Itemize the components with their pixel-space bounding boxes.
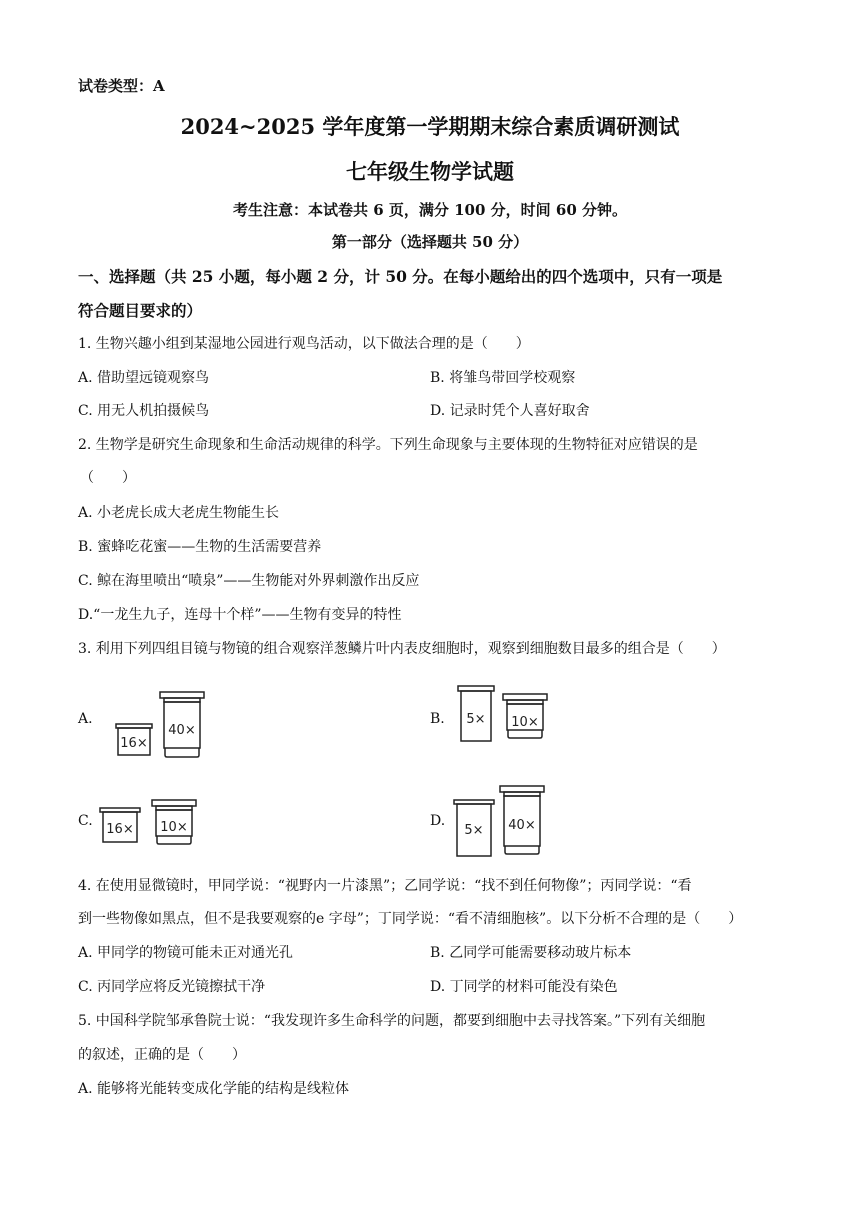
q1-option-b: B. 将雏鸟带回学校观察 [430,370,576,386]
q2-option-b: B. 蜜蜂吃花蜜——生物的生活需要营养 [78,539,322,555]
q4-option-a: A. 甲同学的物镜可能未正对通光孔 [78,945,294,961]
q4-option-b: B. 乙同学可能需要移动玻片标本 [430,945,632,961]
q1-stem: 1. 生物兴趣小组到某湿地公园进行观鸟活动，以下做法合理的是（ ） [78,336,530,352]
q3-option-d-figure [450,782,555,860]
q3-c-objective-mag: 10× [160,820,188,835]
q4-option-d: D. 丁同学的材料可能没有染色 [430,979,618,995]
q5-stem-line2: 的叙述，正确的是（ ） [78,1047,246,1063]
q3-d-objective-mag: 40× [508,818,536,833]
q3-option-a-figure [110,688,210,760]
q3-option-b-figure [455,682,555,746]
q3-b-eyepiece-mag: 5× [466,712,486,727]
q3-option-c-figure [96,796,206,852]
exam-subtitle: 七年级生物学试题 [346,159,514,184]
q2-stem-line2: （ ） [80,470,136,486]
q5-option-a: A. 能够将光能转变成化学能的结构是线粒体 [78,1081,350,1097]
q3-a-eyepiece-mag: 16× [120,736,148,751]
q1-option-a: A. 借助望远镜观察鸟 [78,370,210,386]
q5-stem-line1: 5. 中国科学院邹承鲁院士说：“我发现许多生命科学的问题，都要到细胞中去寻找答案。”下列有关细胞 [78,1013,706,1029]
q2-option-a: A. 小老虎长成大老虎生物能生长 [78,505,280,521]
q3-d-eyepiece-mag: 5× [464,823,484,838]
q3-option-d-label: D. [430,813,446,829]
q3-option-a-label: A. [78,711,93,727]
q3-a-objective-mag: 40× [168,723,196,738]
q1-option-c: C. 用无人机拍摄候鸟 [78,403,210,419]
exam-title: 2024~2025 学年度第一学期期末综合素质调研测试 [180,114,680,139]
q4-stem-line2: 到一些物像如黑点，但不是我要观察的e 字母”；丁同学说：“看不清细胞核”。以下分析不合理的是（ ） [78,911,743,927]
q2-option-c: C. 鲸在海里喷出“喷泉”——生物能对外界刺激作出反应 [78,573,420,589]
section-heading-line1: 一、选择题（共 25 小题，每小题 2 分，计 50 分。在每小题给出的四个选项中，只有一项是 [78,267,723,286]
q4-option-c: C. 丙同学应将反光镜擦拭干净 [78,979,266,995]
q2-option-d: D.“一龙生九子，连母十个样”——生物有变异的特性 [78,607,402,623]
section-heading-line2: 符合题目要求的） [78,301,203,320]
q3-stem: 3. 利用下列四组目镜与物镜的组合观察洋葱鳞片叶内表皮细胞时，观察到细胞数目最多的组合是（ ） [78,641,726,657]
q3-b-objective-mag: 10× [511,715,539,730]
q3-option-c-label: C. [78,813,93,829]
q1-option-d: D. 记录时凭个人喜好取舍 [430,403,590,419]
paper-type: 试卷类型：A [78,77,165,95]
part-heading: 第一部分（选择题共 50 分） [331,233,529,251]
q2-stem-line1: 2. 生物学是研究生命现象和生命活动规律的科学。下列生命现象与主要体现的生物特征对应错误的是 [78,437,698,453]
exam-notice: 考生注意：本试卷共 6 页，满分 100 分，时间 60 分钟。 [233,201,627,219]
q4-stem-line1: 4. 在使用显微镜时，甲同学说：“视野内一片漆黑”；乙同学说：“找不到任何物像”；丙同学说：“看 [78,878,692,894]
q3-c-eyepiece-mag: 16× [106,822,134,837]
q3-option-b-label: B. [430,711,445,727]
